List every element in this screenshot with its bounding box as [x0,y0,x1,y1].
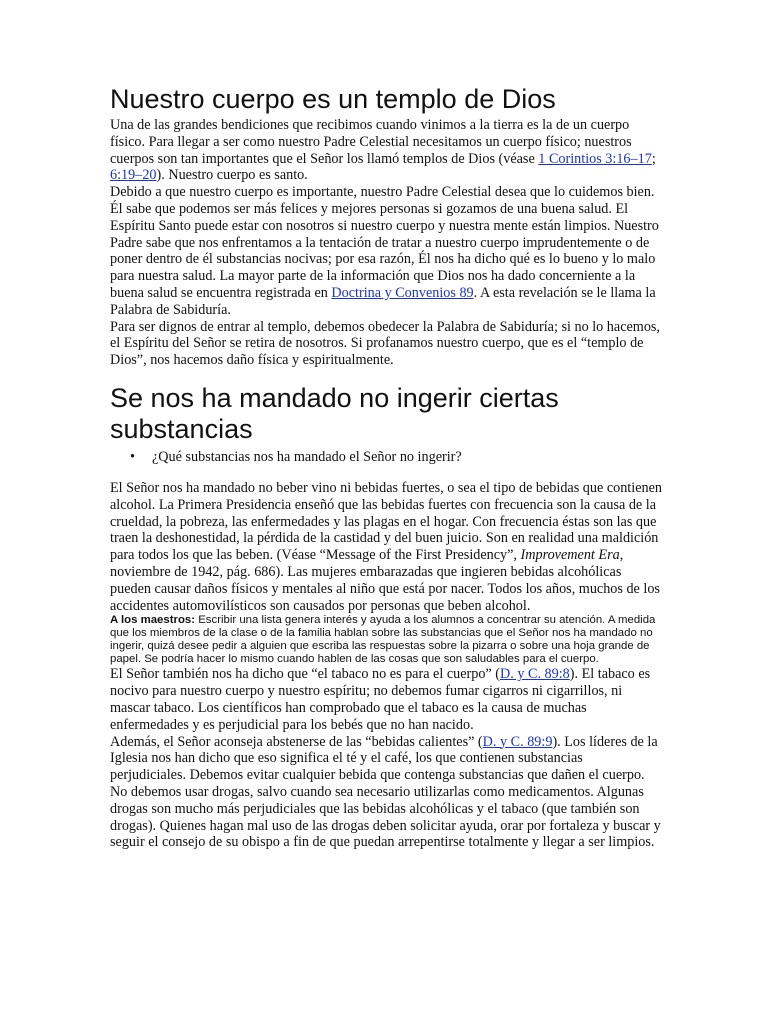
paragraph-text: Además, el Señor aconseja abstenerse de las “bebidas calientes” ( [110,733,483,750]
bullet-icon: • [130,448,135,465]
question-item [130,449,662,466]
document-content [110,84,662,851]
scripture-link-dc-89[interactable]: Doctrina y Convenios 89 [331,284,474,301]
scripture-link-dc-89-9[interactable]: D. y C. 89:9 [482,733,553,750]
paragraph-alcohol [110,480,662,614]
teacher-note [110,614,662,666]
paragraph-hot-drinks [110,734,662,784]
question-text: ¿Qué substancias nos ha mandado el Señor no ingerir? [152,448,462,465]
scripture-link-corinthians-3[interactable]: 1 Corintios 3:16–17 [538,150,652,167]
paragraph-text: Una de las grandes bendiciones que recibimos cuando vinimos a la tierra es la de un cuerpo físico. Para llegar a ser como nuestro Padre Celestial necesitamos un cuerpo físico; nuestros cuerpos son tan importantes que el Señor los llamó templos de Dios (véase [110,117,632,167]
paragraph-text: ). Los líderes de la Iglesia nos han dicho que eso significa el té y el café, los que contienen substancias perjudiciales. Debemos evitar cualquier bebida que contenga substancias que dañen el cuerpo. [110,733,658,784]
paragraph-text: El Señor nos ha mandado no beber vino ni bebidas fuertes, o sea el tipo de bebidas que contienen alcohol. La Primera Presidencia enseñó que las bebidas fuertes con frecuencia son la causa de la crueldad, la pobreza, las enfermedades y las plagas en el hogar. Con frecuencia éstas son las que traen la deshonestidad, la pérdida de la castidad y del buen juicio. Son en realidad una maldición para todos los que las beben. (Véase “Message of the First Presidency”, [110,479,662,564]
paragraph-text: ). Nuestro cuerpo es santo. [156,167,308,184]
paragraph-text: , noviembre de 1942, pág. 686). Las mujeres embarazadas que ingieren bebidas alcohólicas pueden causar daños físicos y mentales al niño que está por nacer. Todos los años, muchos de los accidentes automovilísticos son causados por personas que beben alcohol. [110,547,660,614]
publication-title: Improvement Era [520,547,620,564]
section-title-temple: Nuestro cuerpo es un templo de Dios [110,84,556,114]
scripture-link-dc-89-8[interactable]: D. y C. 89:8 [500,666,570,683]
paragraph-body-blessing [110,117,662,184]
paragraph-health [110,184,662,318]
paragraph-drugs: No debemos usar drogas, salvo cuando sea necesario utilizarlas como medicamentos. Algunas drogas son mucho más perjudiciales que las bebidas alcohólicas y el tabaco (que también son drogas). Quienes hagan mal uso de las drogas deben solicitar ayuda, orar por fortaleza y buscar y seguir el consejo de su obispo a fin de que puedan arrepentirse totalmente y llegar a ser limpios. [110,783,661,851]
paragraph-text: Debido a que nuestro cuerpo es importante, nuestro Padre Celestial desea que lo cuidemos bien. Él sabe que podemos ser más felices y mejores personas si gozamos de una buena salud. El Espíritu Santo puede estar con nosotros si nuestro cuerpo y nuestra mente están limpios. Nuestro Padre sabe que nos enfrentamos a la tentación de tratar a nuestro cuerpo imprudentemente o de poner dentro de él substancias nocivas; por esa razón, Él nos ha dicho qué es lo bueno y lo malo para nuestra salud. La mayor parte de la información que Dios nos ha dado concerniente a la buena salud se encuentra registrada en [110,184,659,301]
paragraph-tobacco [110,666,662,733]
teacher-note-label: A los maestros: [110,614,196,627]
paragraph-text: . A esta revelación se le llama la Palabra de Sabiduría. [110,284,656,318]
paragraph-text: ). El tabaco es nocivo para nuestro cuerpo y nuestro espíritu; no debemos fumar cigarros ni cigarrillos, ni mascar tabaco. Los científicos han comprobado que el tabaco es la causa de muchas enfermedades y es perjudicial para los bebés que no han nacido. [110,666,651,733]
scripture-link-corinthians-6[interactable]: 6:19–20 [110,167,157,184]
paragraph-temple-worthy: Para ser dignos de entrar al templo, debemos obedecer la Palabra de Sabiduría; si no lo hacemos, el Espíritu del Señor se retira de nosotros. Si profanamos nuestro cuerpo, que es el “templo de Dios”, nos hacemos daño física y espiritualmente. [110,318,660,369]
question-list [110,449,662,466]
teacher-note-text: Escribir una lista genera interés y ayuda a los alumnos a concentrar su atención. A medida que los miembros de la clase o de la familia hablan sobre las substancias que el Señor nos ha mandado no ingerir, quizá desee pedir a alguien que escriba las respuestas sobre la pizarra o sobre una hoja grande de papel. Se podría hacer lo mismo cuando hablen de las cosas que son saludables para el cuerpo. [110,614,656,666]
section-title-substances: Se nos ha mandado no ingerir ciertas substancias [110,382,559,444]
paragraph-text: El Señor también nos ha dicho que “el tabaco no es para el cuerpo” ( [110,666,501,683]
paragraph-text: ; [651,150,656,167]
